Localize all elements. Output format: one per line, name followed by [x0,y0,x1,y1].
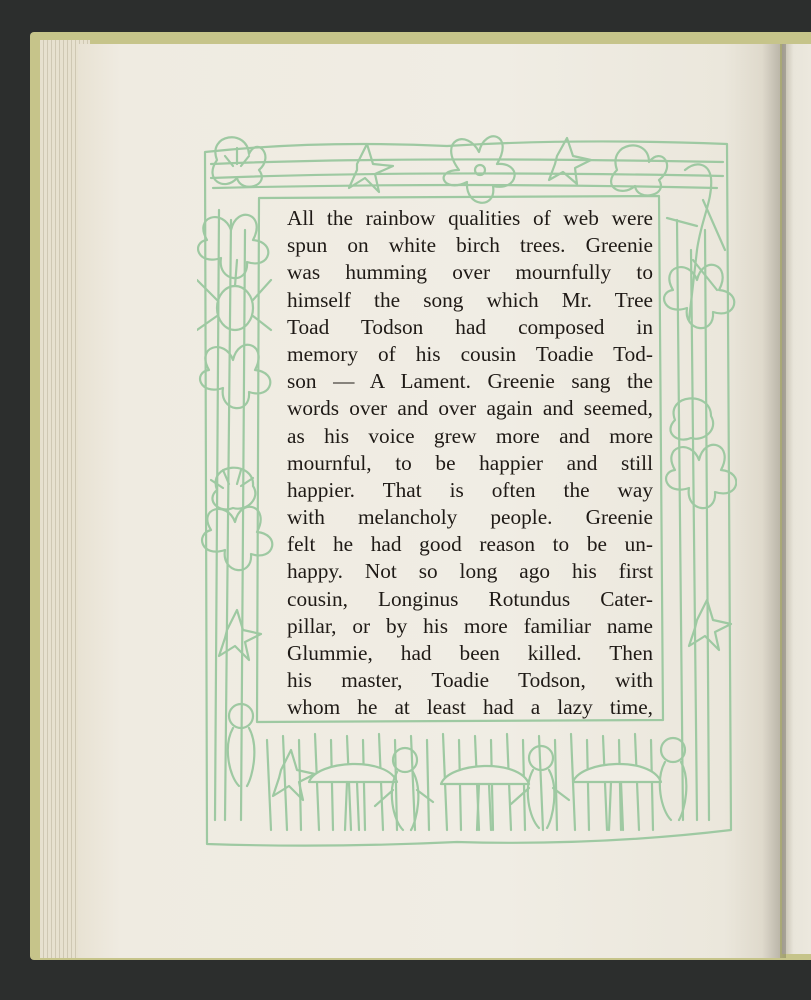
text-line: as his voice grew more and more [287,423,653,448]
text-line: mournful, to be happier and still [287,450,653,475]
text-line: whom he at least had a lazy time, [287,695,653,720]
text-line: felt he had good reason to be un- [287,532,653,557]
text-line: memory of his cousin Toadie Tod- [287,341,653,366]
text-line: happy. Not so long ago his first [287,559,653,584]
text-line: Glummie, had been killed. Then [287,641,653,665]
text-line: his master, Toadie Todson, with [287,668,653,693]
page-text [287,205,653,722]
text-line: son — A Lament. Greenie sang the [287,369,653,394]
text-line: was humming over mournfully to [287,260,653,285]
text-line: pillar, or by his more familiar name [287,613,653,638]
text-line: All the rainbow qualities of web were [287,206,653,230]
spine-shadow [762,44,786,958]
text-line: cousin, Longinus Rotundus Cater- [287,586,653,611]
text-line: himself the song which Mr. Tree [287,287,653,312]
text-line: happier. That is often the way [287,477,653,502]
facing-page-edge [782,44,811,954]
text-line: spun on white birch trees. Greenie [287,233,653,258]
text-line: words over and over again and seemed, [287,396,653,421]
text-line: Toad Todson had composed in [287,314,653,339]
text-line: with melancholy people. Greenie [287,505,653,530]
